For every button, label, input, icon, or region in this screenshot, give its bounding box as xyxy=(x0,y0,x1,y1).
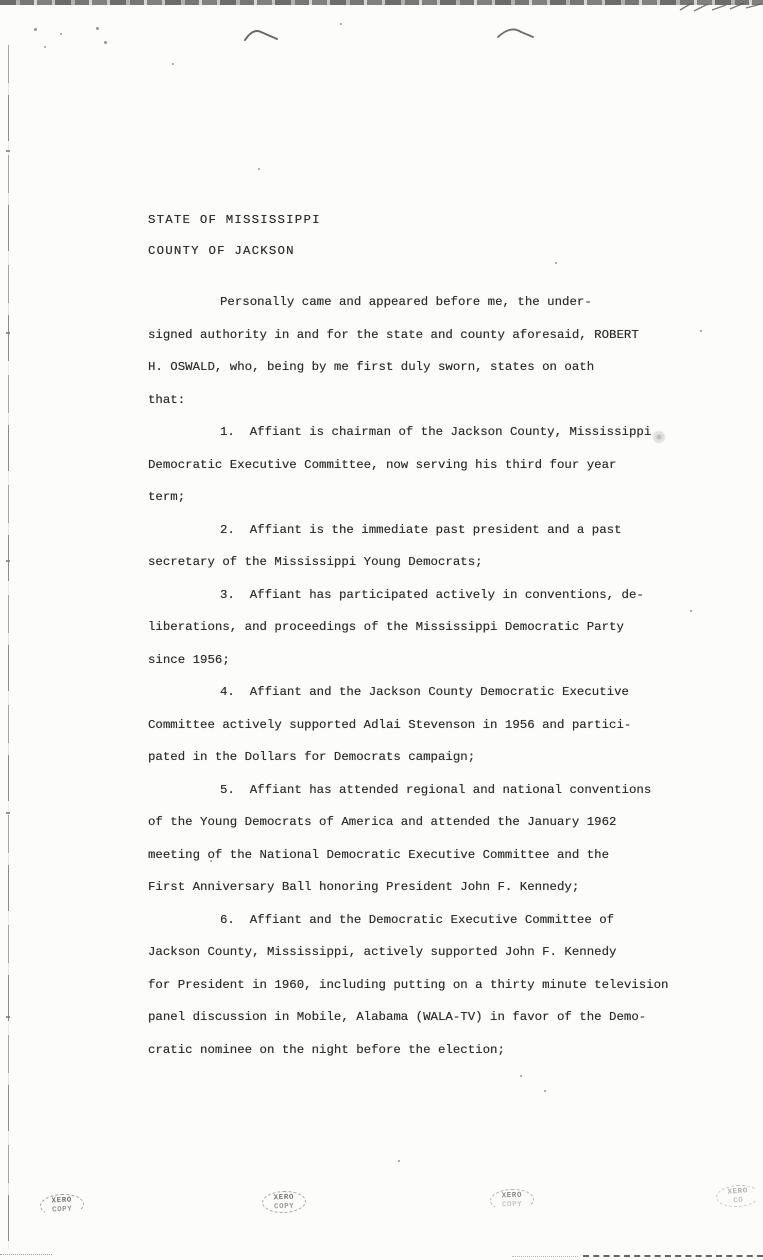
scan-left-tick xyxy=(6,560,10,562)
text-line: secretary of the Mississippi Young Democrats; xyxy=(148,555,483,569)
stamp-text: CO xyxy=(732,1196,744,1206)
stamp-text: COPY xyxy=(501,1200,523,1210)
scan-left-edge-line xyxy=(8,45,9,1250)
scan-bottom-edge-dashes xyxy=(583,1255,763,1257)
document-header-line: COUNTY OF JACKSON xyxy=(148,244,295,258)
stamp-text: XERO xyxy=(501,1191,523,1201)
xero-copy-stamp xyxy=(39,1193,84,1217)
text-line: that: xyxy=(148,392,186,407)
stamp-text: XERO xyxy=(727,1187,749,1197)
text-line: 6. Affiant and the Democratic Executive Committee of xyxy=(220,912,615,927)
text-line: for President in 1960, including putting on a thirty minute television xyxy=(148,977,669,992)
pen-checkmark-icon xyxy=(496,24,536,42)
scan-speckle xyxy=(60,33,62,35)
scan-speckle xyxy=(700,330,702,332)
text-line: 5. Affiant has attended regional and national conventions xyxy=(220,782,652,797)
xero-copy-stamp xyxy=(490,1188,535,1212)
stamp-text: XERO xyxy=(51,1196,73,1206)
text-line: pated in the Dollars for Democrats campaign; xyxy=(148,750,476,764)
scan-speckle xyxy=(34,28,37,31)
scan-speckle xyxy=(520,1075,522,1077)
scan-left-tick xyxy=(6,812,10,814)
text-line: Jackson County, Mississippi, actively supported John F. Kennedy xyxy=(148,945,617,959)
stamp-text: COPY xyxy=(273,1202,295,1212)
scan-left-tick xyxy=(6,1016,10,1018)
scan-bottom-edge-dots xyxy=(0,1254,52,1255)
text-line: H. OSWALD, who, being by me first duly sworn, states on oath xyxy=(148,360,595,374)
text-line: panel discussion in Mobile, Alabama (WALA-TV) in favor of the Demo- xyxy=(148,1010,647,1024)
scan-corner-scribble xyxy=(678,0,763,14)
scan-speckle xyxy=(96,27,99,30)
text-line: liberations, and proceedings of the Mississippi Democratic Party xyxy=(148,620,624,634)
scan-top-edge xyxy=(0,0,763,5)
scan-speckle xyxy=(104,41,107,44)
text-line: term; xyxy=(148,490,186,504)
text-line: Personally came and appeared before me, the under- xyxy=(220,295,592,309)
stamp-text: COPY xyxy=(51,1205,73,1215)
text-line: Committee actively supported Adlai Stevenson in 1956 and partici- xyxy=(148,717,632,732)
text-line: signed authority in and for the state and county aforesaid, ROBERT xyxy=(148,327,639,342)
text-line: 4. Affiant and the Jackson County Democratic Executive xyxy=(220,685,629,699)
header-spacer xyxy=(148,267,668,286)
scan-left-tick xyxy=(6,332,10,334)
scan-speckle xyxy=(398,1160,400,1162)
scan-left-tick xyxy=(6,150,10,152)
text-line: Democratic Executive Committee, now serving his third four year xyxy=(148,457,617,472)
scan-speckle xyxy=(340,23,342,25)
scan-speckle xyxy=(258,168,260,170)
scan-speckle xyxy=(172,63,174,65)
affidavit-text xyxy=(148,205,668,1066)
text-line: 3. Affiant has participated actively in conventions, de- xyxy=(220,587,644,602)
text-line: First Anniversary Ball honoring President John F. Kennedy; xyxy=(148,880,580,894)
text-line: since 1956; xyxy=(148,652,230,667)
scan-bottom-edge-dots xyxy=(512,1256,578,1257)
xero-copy-stamp xyxy=(715,1183,760,1208)
document-header-line: STATE OF MISSISSIPPI xyxy=(148,213,321,227)
scan-speckle xyxy=(44,46,46,48)
stamp-text: XERO xyxy=(273,1193,295,1203)
pen-checkmark-icon xyxy=(243,26,281,44)
text-line: 1. Affiant is chairman of the Jackson County, Mississippi xyxy=(220,425,652,439)
text-line: meeting of the National Democratic Executive Committee and the xyxy=(148,847,610,862)
scan-speckle xyxy=(544,1090,546,1092)
text-line: 2. Affiant is the immediate past president and a past xyxy=(220,522,622,537)
text-line: of the Young Democrats of America and attended the January 1962 xyxy=(148,815,617,829)
xero-copy-stamp xyxy=(262,1190,307,1214)
text-line: cratic nominee on the night before the election; xyxy=(148,1042,505,1057)
scan-speckle xyxy=(690,610,692,612)
